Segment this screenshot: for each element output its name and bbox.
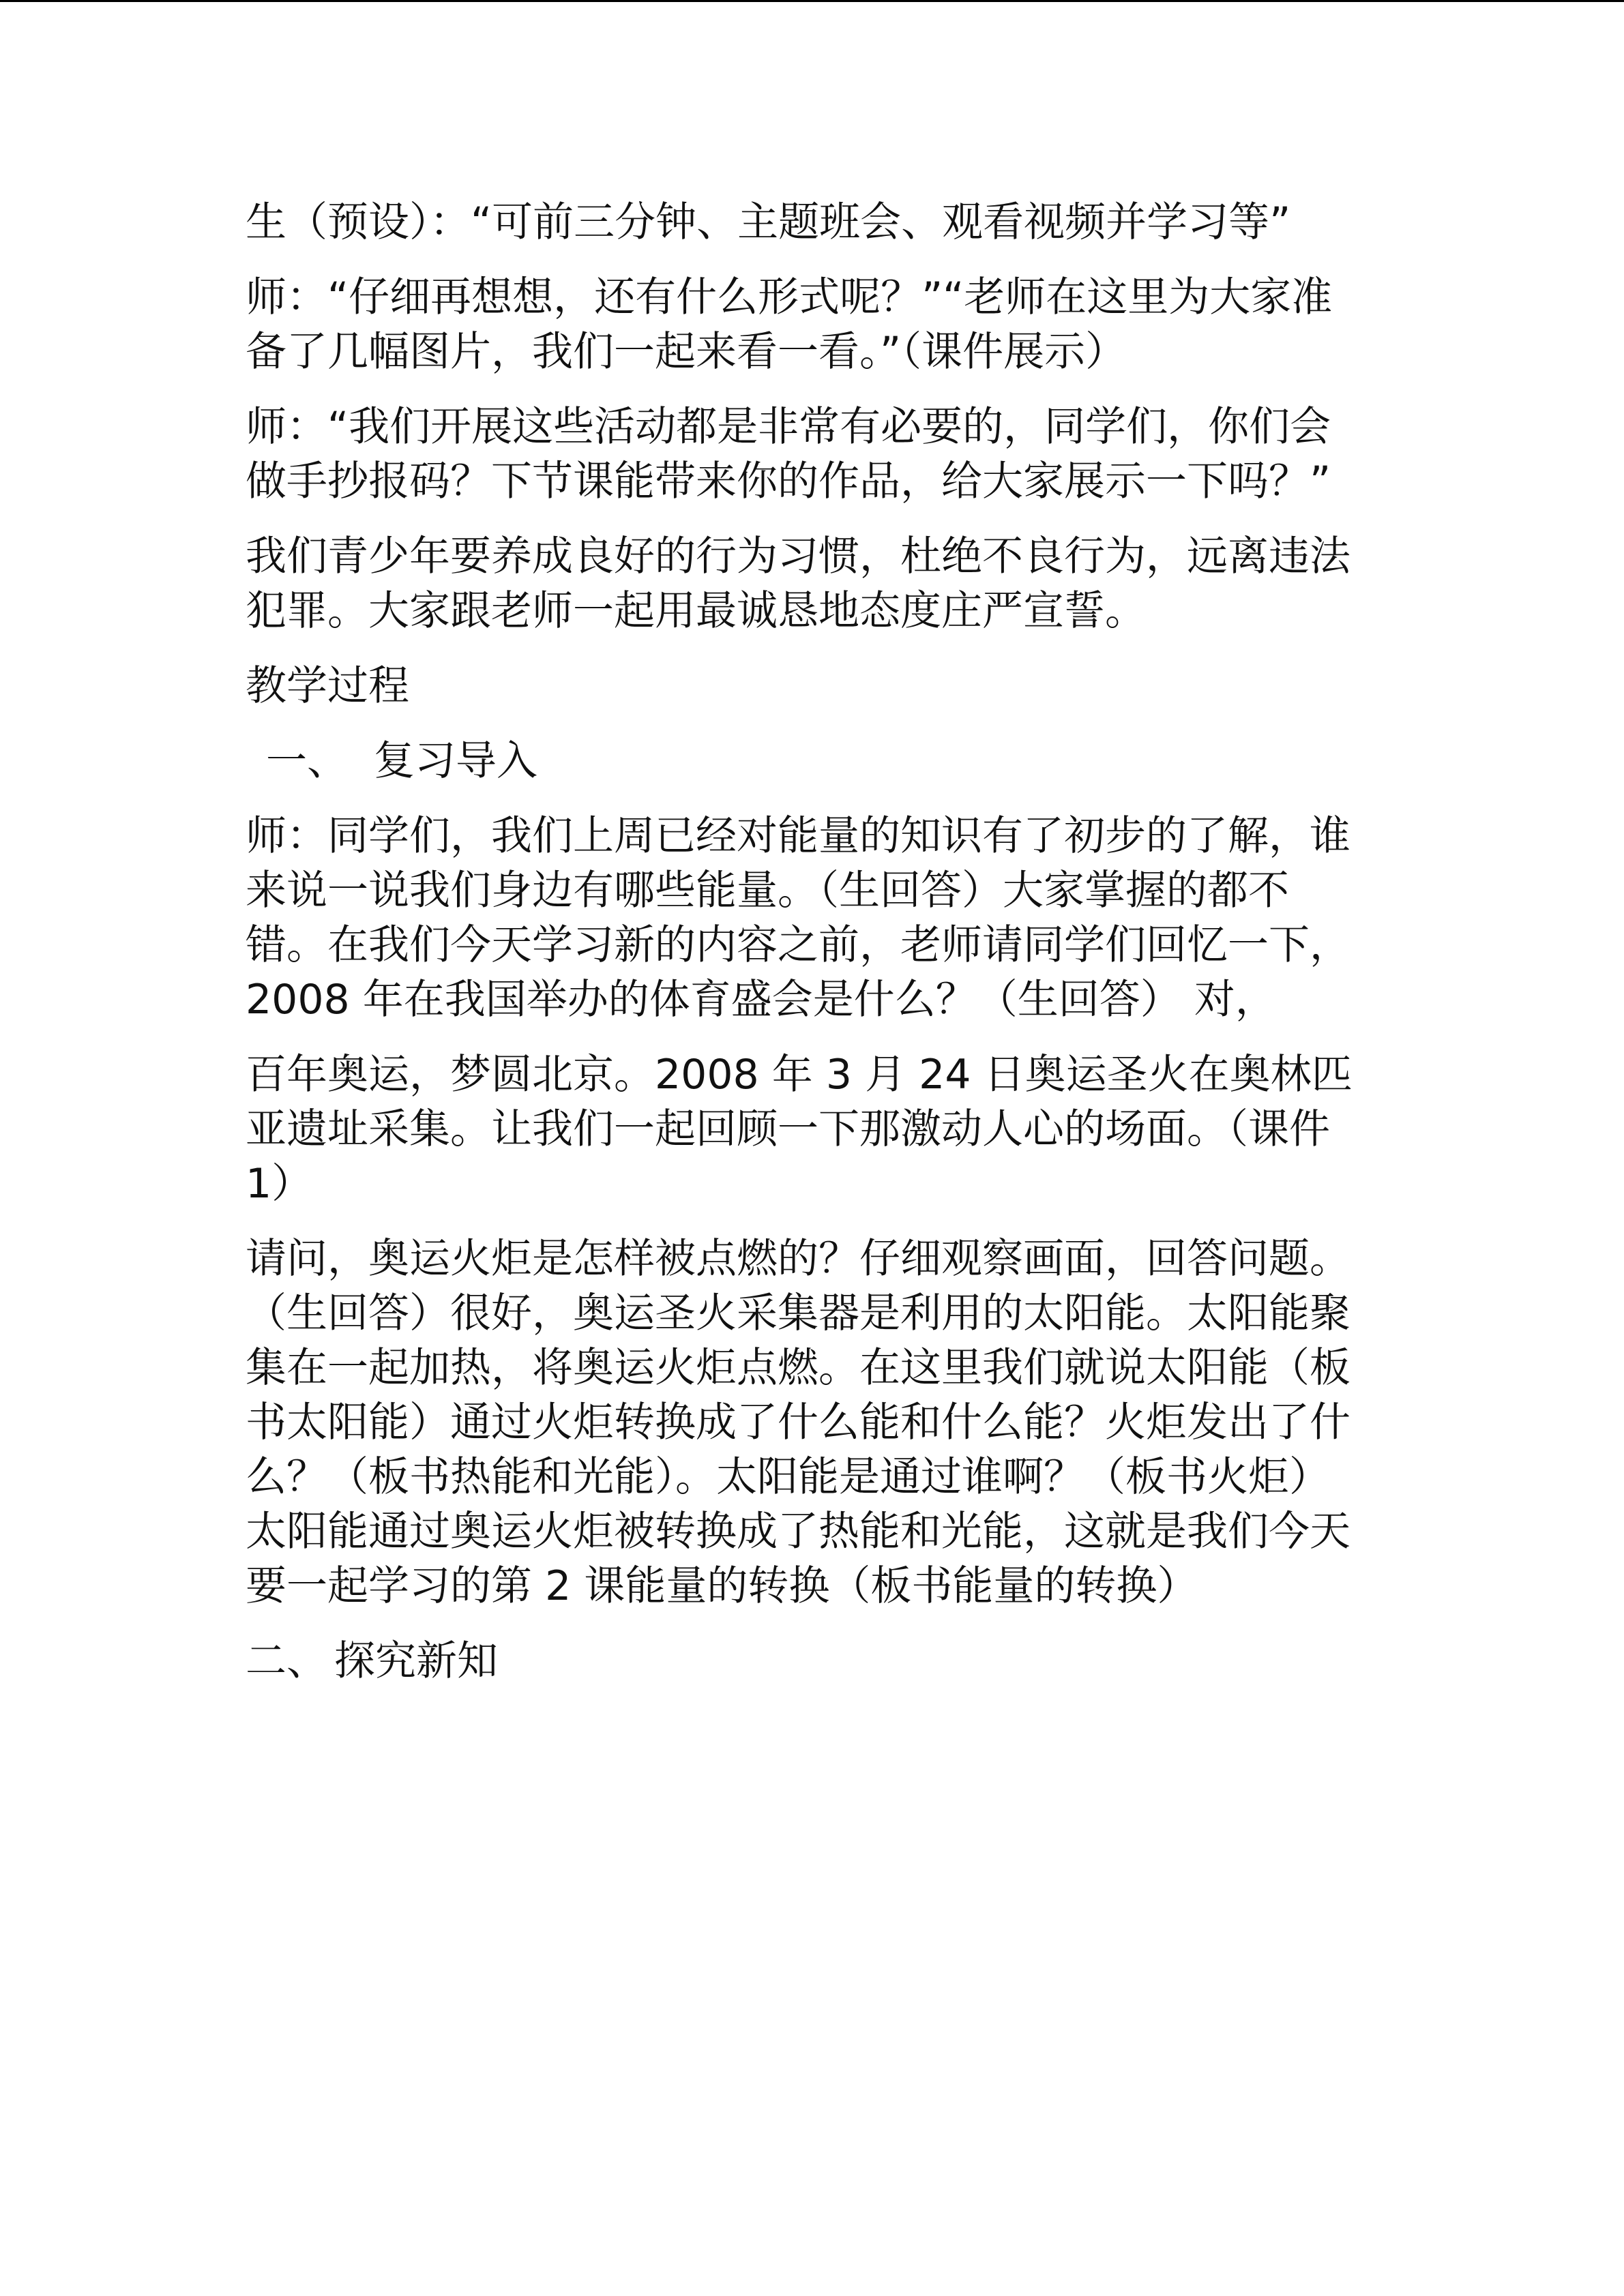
paragraph-teacher-activities: 师：“我们开展这些活动都是非常有必要的，同学们，你们会做手抄报码？下节课能带来你的作品，给大家展示一下吗？” — [246, 403, 1331, 505]
paragraph-teacher-images: 师：“仔细再想想，还有什么形式呢？”“老师在这里为大家准备了几幅图片，我们一起来看一看。”（课件展示） — [246, 273, 1333, 376]
paragraph-teaching-process: 教学过程 — [246, 662, 409, 710]
section-number: 二、 — [246, 1637, 327, 1685]
section-heading-explore — [246, 1634, 1364, 1688]
section-number: 一、 — [266, 737, 348, 785]
document-body — [246, 195, 1364, 1709]
paragraph-student-preset: 生（预设）：“可前三分钟、主题班会、观看视频并学习等” — [246, 198, 1291, 246]
paragraph-review-intro: 师：同学们，我们上周已经对能量的知识有了初步的了解，谁来说一说我们身边有哪些能量。（生回答）大家掌握的都不错。在我们今天学习新的内容之前，老师请同学们回忆一下，2008 年在我国举办的体育盛会是什么？（生回答） 对， — [246, 812, 1350, 1024]
paragraph-torch-energy: 请问，奥运火炬是怎样被点燃的？仔细观察画面，回答问题。（生回答）很好，奥运圣火采集器是利用的太阳能。太阳能聚集在一起加热，将奥运火炬点燃。在这里我们就说太阳能（板书太阳能）通过火炬转换成了什么能和什么能？火炬发出了什么？（板书热能和光能）。太阳能是通过谁啊？（板书火炬）太阳能通过奥运火炬被转换成了热能和光能，这就是我们今天要一起学习的第 2 课能量的转换（板书能量的转换） — [246, 1235, 1350, 1610]
section-title: 探究新知 — [334, 1637, 498, 1685]
paragraph-oath: 我们青少年要养成良好的行为习惯，杜绝不良行为，远离违法犯罪。大家跟老师一起用最诚恳地态度庄严宣誓。 — [246, 533, 1350, 635]
paragraph-olympics: 百年奥运，梦圆北京。2008 年 3 月 24 日奥运圣火在奥林匹亚遗址采集。让我们一起回顾一下那激动人心的场面。（课件 1） — [246, 1051, 1353, 1208]
section-heading-review — [246, 734, 1364, 788]
section-title: 复习导入 — [374, 737, 537, 785]
